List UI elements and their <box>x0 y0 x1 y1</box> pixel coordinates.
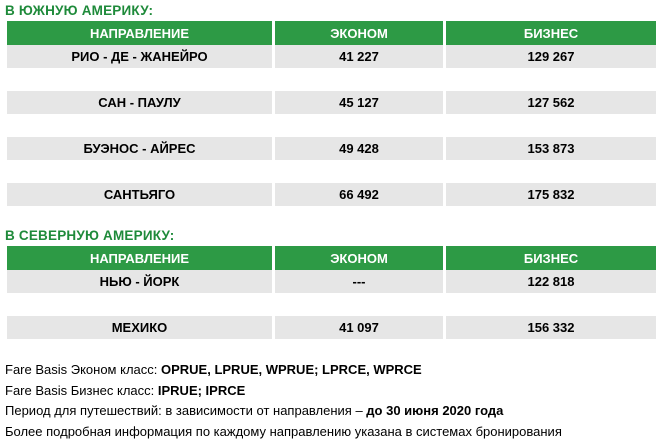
direction-cell: САН - ПАУЛУ <box>7 91 272 114</box>
economy-fare-basis-line <box>5 360 562 381</box>
table-row <box>7 45 656 68</box>
column-header-business: БИЗНЕС <box>446 21 656 45</box>
economy-fare-basis-label: Fare Basis Эконом класс: <box>5 362 161 377</box>
fare-notes <box>5 360 562 442</box>
table-row <box>7 183 656 206</box>
row-spacer <box>7 293 656 316</box>
fares-table-south-america <box>4 21 659 206</box>
direction-cell: САНТЬЯГО <box>7 183 272 206</box>
column-header-economy: ЭКОНОМ <box>275 21 443 45</box>
business-price-cell: 122 818 <box>446 270 656 293</box>
row-spacer <box>7 160 656 183</box>
fares-table-north-america <box>4 246 659 339</box>
column-header-direction: НАПРАВЛЕНИЕ <box>7 21 272 45</box>
column-header-economy: ЭКОНОМ <box>275 246 443 270</box>
business-price-cell: 127 562 <box>446 91 656 114</box>
economy-price-cell: 41 097 <box>275 316 443 339</box>
table-header-row <box>7 246 656 270</box>
more-info-line: Более подробная информация по каждому направлению указана в системах бронирования <box>5 423 562 439</box>
section-title-south-america: В ЮЖНУЮ АМЕРИКУ: <box>5 3 154 18</box>
business-price-cell: 175 832 <box>446 183 656 206</box>
table-row <box>7 91 656 114</box>
business-price-cell: 156 332 <box>446 316 656 339</box>
direction-cell: РИО - ДЕ - ЖАНЕЙРО <box>7 45 272 68</box>
economy-price-cell: 49 428 <box>275 137 443 160</box>
economy-price-cell: 41 227 <box>275 45 443 68</box>
economy-price-cell: 45 127 <box>275 91 443 114</box>
table-row <box>7 270 656 293</box>
column-header-direction: НАПРАВЛЕНИЕ <box>7 246 272 270</box>
business-fare-basis-label: Fare Basis Бизнес класс: <box>5 382 158 398</box>
direction-cell: БУЭНОС - АЙРЕС <box>7 137 272 160</box>
table-row <box>7 316 656 339</box>
travel-period-line <box>5 401 562 422</box>
business-fare-basis-line <box>5 381 562 402</box>
row-spacer <box>7 114 656 137</box>
column-header-business: БИЗНЕС <box>446 246 656 270</box>
section-title-north-america: В СЕВЕРНУЮ АМЕРИКУ: <box>5 228 175 243</box>
business-price-cell: 153 873 <box>446 137 656 160</box>
direction-cell: МЕХИКО <box>7 316 272 339</box>
business-fare-basis-codes: IPRUE; IPRCE <box>157 382 246 398</box>
table-row <box>7 137 656 160</box>
economy-price-cell: --- <box>275 270 443 293</box>
travel-period-value: до 30 июня 2020 года <box>366 403 504 418</box>
travel-period-label: Период для путешествий: в зависимости от направления – <box>5 403 367 418</box>
table-header-row <box>7 21 656 45</box>
economy-fare-basis-codes: OPRUE, LPRUE, WPRUE; LPRCE, WPRCE <box>160 362 422 377</box>
economy-price-cell: 66 492 <box>275 183 443 206</box>
business-price-cell: 129 267 <box>446 45 656 68</box>
direction-cell: НЬЮ - ЙОРК <box>7 270 272 293</box>
row-spacer <box>7 68 656 91</box>
